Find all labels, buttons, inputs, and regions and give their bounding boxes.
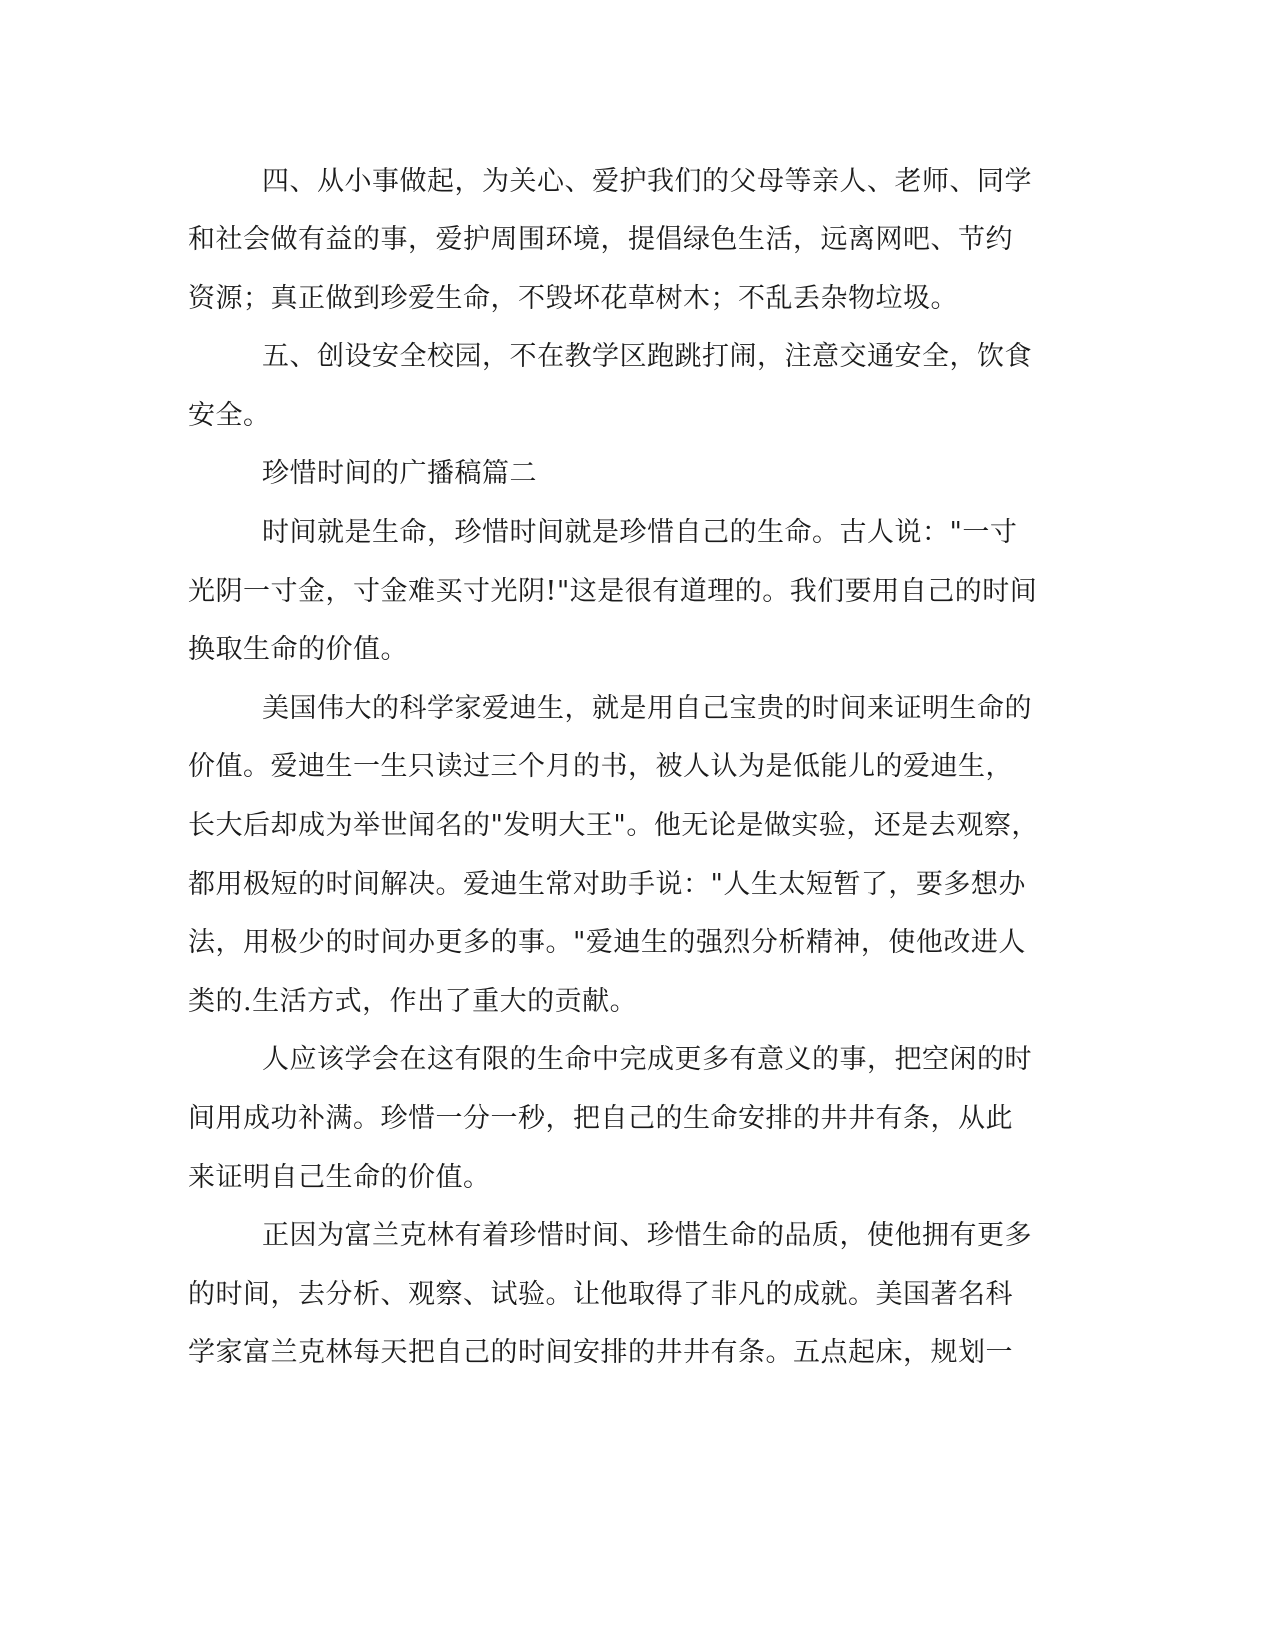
paragraph-line: 来证明自己生命的价值。	[188, 1162, 491, 1193]
paragraph-line: 时间就是生命，珍惜时间就是珍惜自己的生命。古人说："一寸	[262, 517, 1018, 548]
paragraph-line: 正因为富兰克林有着珍惜时间、珍惜生命的品质，使他拥有更多	[262, 1220, 1032, 1251]
paragraph-line: 学家富兰克林每天把自己的时间安排的井井有条。五点起床，规划一	[188, 1337, 1013, 1368]
paragraph-line: 四、从小事做起，为关心、爱护我们的父母等亲人、老师、同学	[262, 166, 1032, 197]
paragraph-line: 人应该学会在这有限的生命中完成更多有意义的事，把空闲的时	[262, 1044, 1032, 1075]
paragraph-line: 光阴一寸金，寸金难买寸光阴!"这是很有道理的。我们要用自己的时间	[188, 576, 1038, 607]
paragraph-line: 法，用极少的时间办更多的事。"爱迪生的强烈分析精神，使他改进人	[188, 927, 1026, 958]
paragraph-line: 资源；真正做到珍爱生命，不毁坏花草树木；不乱丢杂物垃圾。	[188, 283, 958, 314]
paragraph-line: 长大后却成为举世闻名的"发明大王"。他无论是做实验，还是去观察，	[188, 810, 1039, 841]
paragraph-line: 五、创设安全校园，不在教学区跑跳打闹，注意交通安全，饮食	[262, 341, 1032, 372]
paragraph-line: 价值。爱迪生一生只读过三个月的书，被人认为是低能儿的爱迪生，	[188, 751, 1013, 782]
paragraph-line: 的时间，去分析、观察、试验。让他取得了非凡的成就。美国著名科	[188, 1279, 1013, 1310]
paragraph-line: 美国伟大的科学家爱迪生，就是用自己宝贵的时间来证明生命的	[262, 693, 1032, 724]
paragraph-line: 换取生命的价值。	[188, 634, 408, 665]
paragraph-line: 类的.生活方式，作出了重大的贡献。	[188, 986, 638, 1017]
section-heading: 珍惜时间的广播稿篇二	[262, 458, 537, 489]
paragraph-line: 和社会做有益的事，爱护周围环境，提倡绿色生活，远离网吧、节约	[188, 224, 1013, 255]
paragraph-line: 安全。	[188, 400, 271, 431]
paragraph-line: 都用极短的时间解决。爱迪生常对助手说："人生太短暂了，要多想办	[188, 869, 1026, 900]
paragraph-line: 间用成功补满。珍惜一分一秒，把自己的生命安排的井井有条，从此	[188, 1103, 1013, 1134]
